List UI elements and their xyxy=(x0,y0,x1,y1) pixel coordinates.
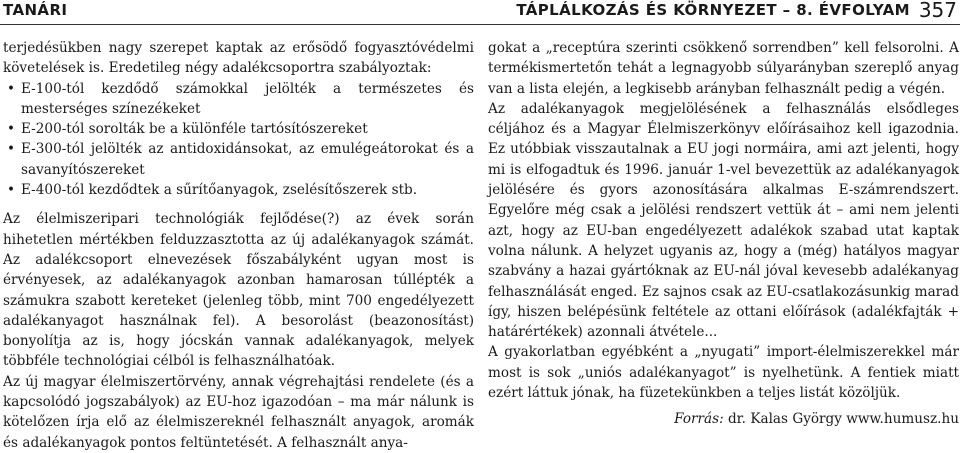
page-header xyxy=(0,0,960,24)
header-chapter-title: TÁPLÁLKOZÁS ÉS KÖRNYEZET – 8. ÉVFOLYAM xyxy=(516,1,910,19)
page-number: 357 xyxy=(918,0,957,22)
source-label: Forrás: xyxy=(674,411,724,428)
source-credit xyxy=(488,409,959,429)
additive-group-list xyxy=(3,79,474,201)
left-paragraph-law: Az új magyar élelmiszertörvény, annak végrehajtási rendelete (és a kapcsolódó jogszabályok) az EU-hoz igazodóan – ma már nálunk is kötelőzen írja elő az élelmiszereknél felhasznált anyagok, aromák és adalékanyagok pontos feltüntetését. A felhasznált anya- xyxy=(3,373,474,451)
left-paragraph-technology: Az élelmiszeripari technológiák fejlődése(?) az évek során hihetetlen mértékben felduzzasztotta az új adalékanyagok számát. Az adalékcsoport elnevezések főszabályként ugyan most is érvényesek, az adalékanyagok azonban hamarosan túllépték a számukra szabott kereteket (jelenleg több, mint 700 engedélyezett adalékanyagot használnak fel). A besorolást (beazonosítást) bonyolítja az is, hogy jócskán vannak adalékanyagok, melyek többféle technológiai célból is felhasználhatóak. xyxy=(3,211,474,370)
left-column xyxy=(3,38,474,453)
right-column xyxy=(488,38,959,430)
right-paragraph-import: A gyakorlatban egyébként a „nyugati” import-élelmiszerekkel már most is sok „uniós adalékanyagot” is nyelhetünk. A fentiek miatt ezért láttuk jónak, ha füzetekünkben a teljes listát közöljük. xyxy=(488,344,959,402)
header-section-label: TANÁRI xyxy=(3,1,68,19)
right-paragraph-order: gokat a „receptúra szerinti csökkenő sorrendben” kell felsorolni. A termékismertetőn tehát a legnagyobb súlyarányban szereplő anyag van a lista elején, a legkisebb arányban felhasznált pedig a végén. xyxy=(488,40,959,97)
right-paragraph-labeling: Az adalékanyagok megjelölésének a felhasználás elsődleges céljához és a Magyar Élelmiszerkönyv előírásaihoz kell igazodnia. Ez utóbbiak visszautalnak a EU jogi normáira, ami azt jelenti, hogy mi is elfogadtuk és 1996. január 1-vel bevezettük az adalékanyagok jelölésére és gyors azonosítására alkalmas E-számrendszert. Egyelőre még csak a jelölési rendszert vettük át – ami nem jelenti azt, hogy az EU-ban engedélyezett adalékok szabad utat kaptak volna nálunk. A helyzet ugyanis az, hogy a (még) hatályos magyar szabvány a hazai gyártóknak az EU-nál jóval kevesebb adalékanyag felhasználását enged. Ez sajnos csak az EU-csatlakozásunkig marad így, hiszen belépésünk feltétele az ottani előírások (adalékfajták + határértékek) azonnali átvétele... xyxy=(488,100,959,341)
list-item: • E-300-tól jelölték az antidoxidánsokat, az emulégeátorokat és a savanyítószereket xyxy=(3,139,474,180)
list-item: • E-200-tól sorolták be a különféle tartósítószereket xyxy=(3,119,474,139)
left-paragraph-intro: terjedésükben nagy szerepet kaptak az erősödő fogyasztóvédelmi követelések is. Eredetileg négy adalékcsoportra szabályoztak: xyxy=(3,40,474,77)
list-item: • E-100-tól kezdődő számokkal jelölték a természetes és mesterséges színezékeket xyxy=(3,79,474,120)
source-text: dr. Kalas György www.humusz.hu xyxy=(723,411,959,428)
list-item: • E-400-tól kezdődtek a sűrítőanyagok, zselésítőszerek stb. xyxy=(3,180,474,200)
header-divider xyxy=(0,24,960,25)
